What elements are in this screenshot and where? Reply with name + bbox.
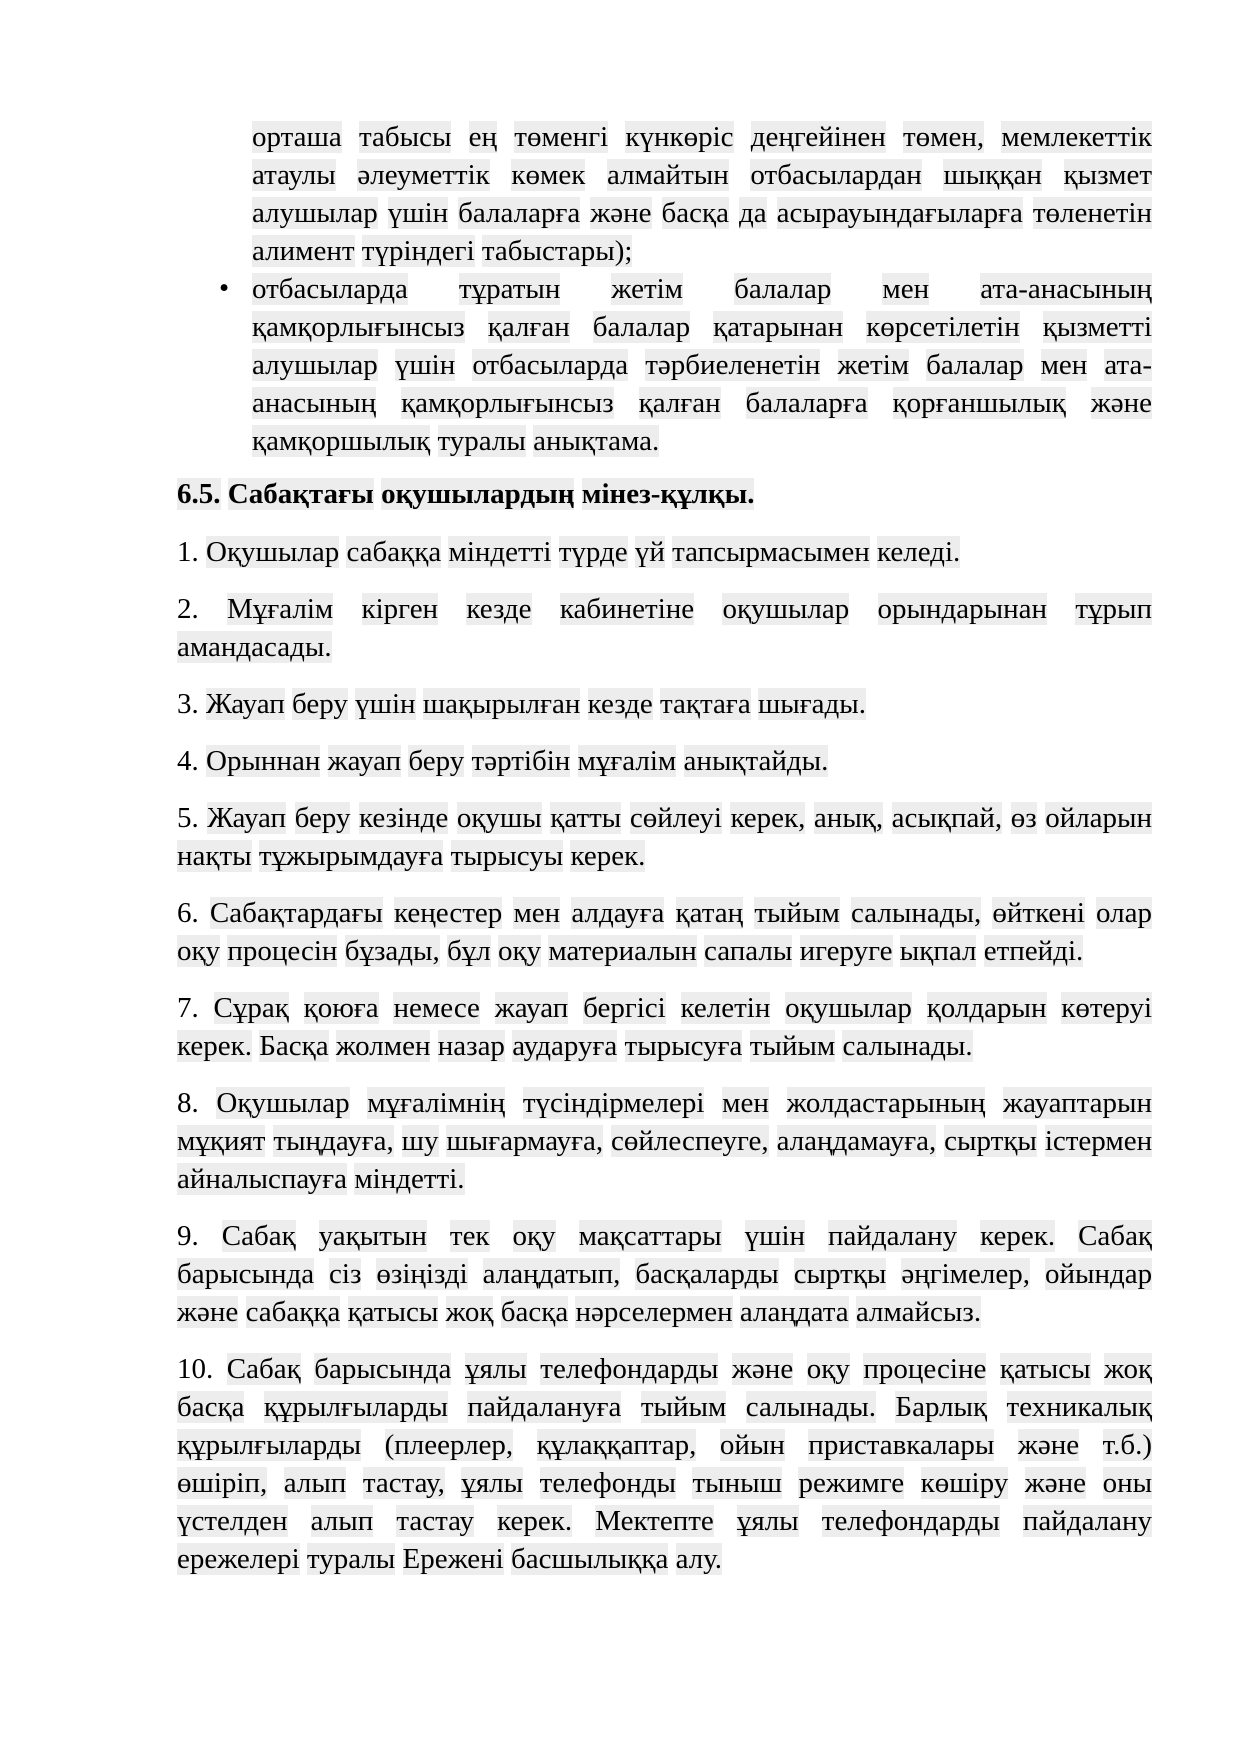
rule-number: 5.	[177, 802, 199, 834]
rule-text: Мұғалім кірген кезде кабинетіне оқушылар орындарынан тұрып амандасады.	[177, 593, 1153, 663]
rule-text: Сабақ барысында ұялы телефондарды және оқу процесіне қатысы жоқ басқа құрылғыларды пайдалануға тыйым салынады. Барлық техникалық құрылғыларды (плеерлер, құлаққаптар, ойын приставкалары және т.б.) өшіріп, алып тастау, ұялы телефонды тыныш режимге көшіру және оны үстелден алып тастау керек. Мектепте ұялы телефондарды пайдалану ережелері туралы Ережені басшылыққа алу.	[177, 1353, 1153, 1575]
rule-text: Оқушылар сабаққа міндетті түрде үй тапсырмасымен келеді.	[206, 536, 961, 568]
rule-paragraph-3	[177, 685, 1152, 723]
rule-number: 7.	[177, 992, 199, 1024]
rule-text: Орыннан жауап беру тәртібін мұғалім анықтайды.	[206, 745, 829, 777]
rule-number: 4.	[177, 745, 199, 777]
rule-paragraph-1	[177, 533, 1152, 571]
bullet-continuation-text: орташа табысы ең төменгі күнкөріс деңгейінен төмен, мемлекеттік атаулы әлеуметтік көмек алмайтын отбасылардан шыққан қызмет алушылар үшін балаларға және басқа да асырауындағыларға төленетін алимент түріндегі табыстары);	[252, 121, 1153, 267]
rule-paragraph-6	[177, 894, 1152, 970]
bullet-icon: •	[219, 272, 230, 304]
rule-text: Сабақтардағы кеңестер мен алдауға қатаң тыйым салынады, өйткені олар оқу процесін бұзады, бұл оқу материалын сапалы игеруге ықпал етпейді.	[177, 897, 1153, 967]
rule-number: 10.	[177, 1353, 214, 1385]
rule-text: Жауап беру үшін шақырылған кезде тақтаға шығады.	[206, 688, 867, 720]
rule-text: Сұрақ қоюға немесе жауап бергісі келетін оқушылар қолдарын көтеруі керек. Басқа жолмен назар аударуға тырысуға тыйым салынады.	[177, 992, 1153, 1062]
bullet-item	[177, 270, 1152, 460]
rule-text: Жауап беру кезінде оқушы қатты сөйлеуі керек, анық, асықпай, өз ойларын нақты тұжырымдауға тырысуы керек.	[177, 802, 1153, 872]
rule-paragraph-10	[177, 1350, 1152, 1578]
section-heading	[177, 475, 1152, 513]
rule-number: 1.	[177, 536, 199, 568]
section-heading-text: 6.5. Сабақтағы оқушылардың мінез-құлқы.	[177, 478, 755, 510]
rule-number: 2.	[177, 593, 199, 625]
intro-bullet-list	[177, 118, 1152, 460]
rule-paragraph-8	[177, 1084, 1152, 1198]
rule-text: Оқушылар мұғалімнің түсіндірмелері мен жолдастарының жауаптарын мұқият тыңдауға, шу шығармауға, сөйлеспеуге, алаңдамауға, сыртқы істермен айналыспауға міндетті.	[177, 1087, 1153, 1195]
rule-paragraph-9	[177, 1217, 1152, 1331]
rule-paragraph-5	[177, 799, 1152, 875]
rule-paragraph-2	[177, 590, 1152, 666]
rule-paragraph-7	[177, 989, 1152, 1065]
rule-number: 9.	[177, 1220, 199, 1252]
bullet-item-text: отбасыларда тұратын жетім балалар мен ата-анасының қамқорлығынсыз қалған балалар қатарынан көрсетілетін қызметті алушылар үшін отбасыларда тәрбиеленетін жетім балалар мен ата-анасының қамқорлығынсыз қалған балаларға қорғаншылық және қамқоршылық туралы анықтама.	[252, 273, 1153, 457]
bullet-continuation-paragraph	[177, 118, 1152, 270]
rule-number: 3.	[177, 688, 199, 720]
rule-number: 6.	[177, 897, 199, 929]
rule-text: Сабақ уақытын тек оқу мақсаттары үшін пайдалану керек. Сабақ барысында сіз өзіңізді алаңдатып, басқаларды сыртқы әңгімелер, ойындар және сабаққа қатысы жоқ басқа нәрселермен алаңдата алмайсыз.	[177, 1220, 1153, 1328]
rule-paragraph-4	[177, 742, 1152, 780]
rule-number: 8.	[177, 1087, 199, 1119]
